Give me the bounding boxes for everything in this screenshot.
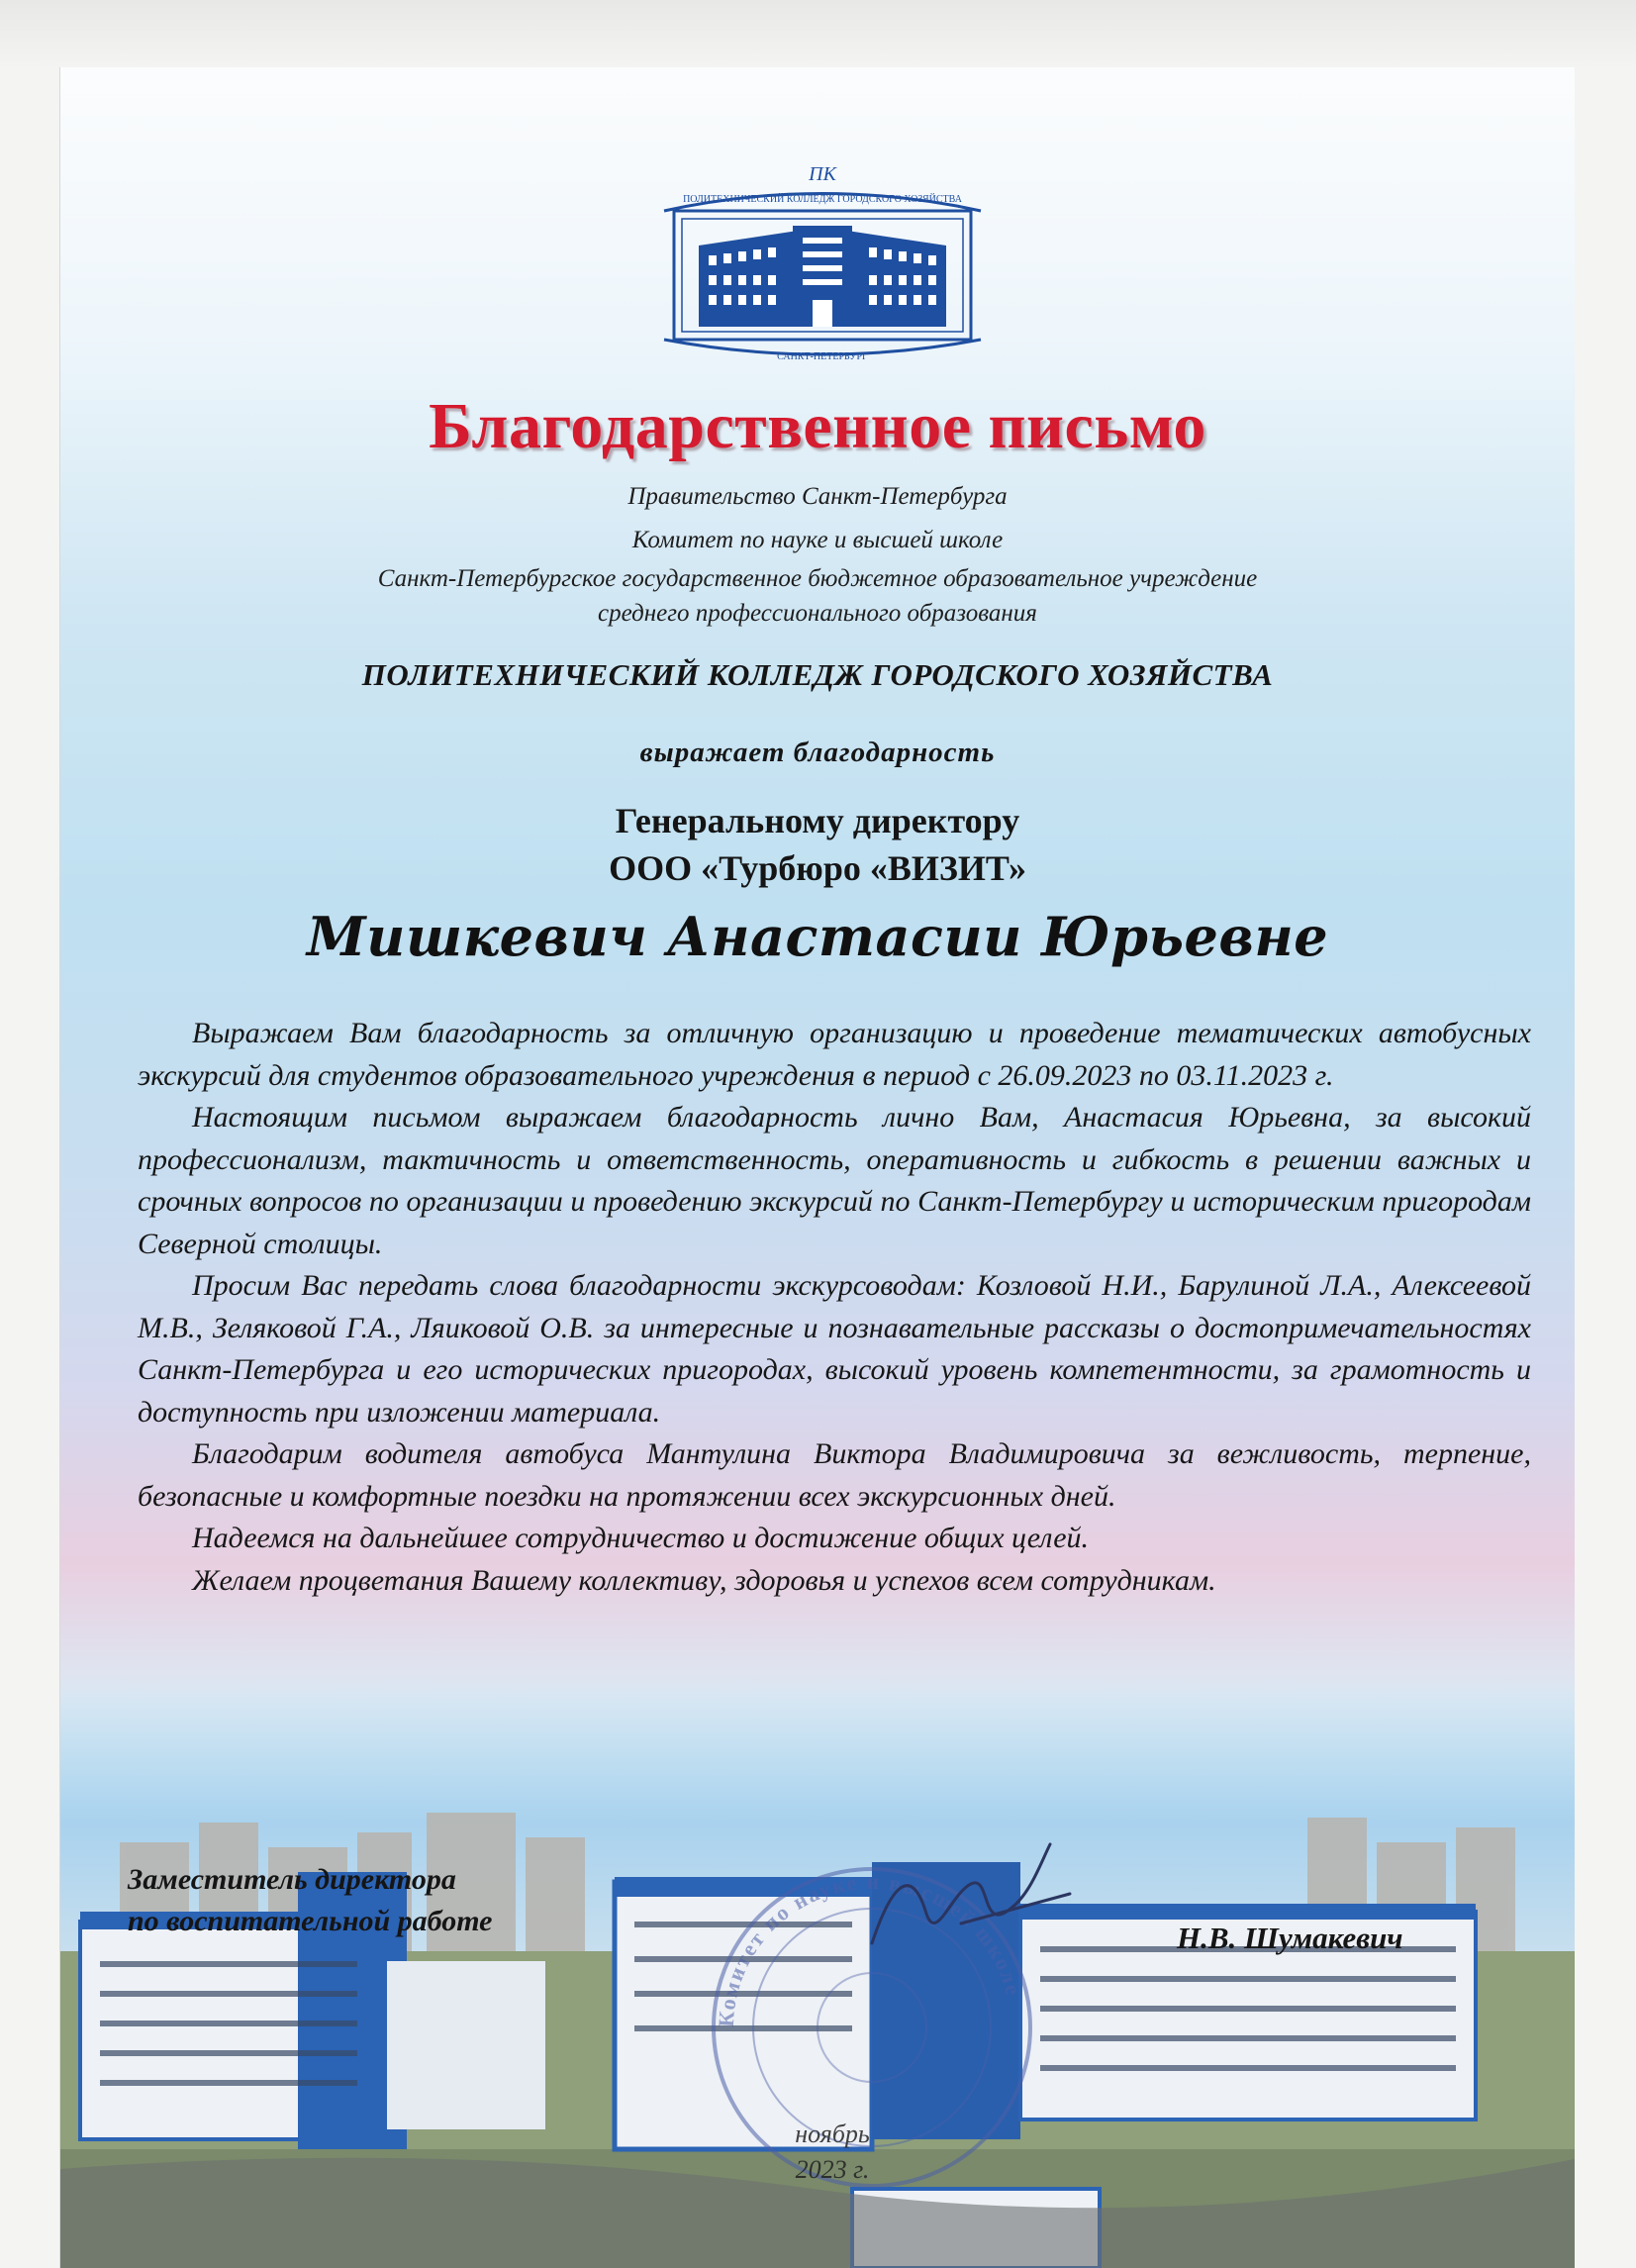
college-logo (654, 156, 991, 384)
letter-date (733, 2117, 931, 2188)
header-institution: Санкт-Петербургское государственное бюджетное образовательное учреждение (377, 565, 1258, 592)
logo-bottom-text: САНКТ-ПЕТЕРБУРГ (777, 351, 868, 362)
handwritten-signature (842, 1824, 1090, 1983)
header-government: Правительство Санкт-Петербурга (627, 483, 1008, 510)
organization-name: ПОЛИТЕХНИЧЕСКИЙ КОЛЛЕДЖ ГОРОДСКОГО ХОЗЯЙСТВА (361, 657, 1274, 692)
recipient-position: Генеральному директору (615, 801, 1020, 840)
logo-top-text: ПОЛИТЕХНИЧЕСКИЙ КОЛЛЕДЖ ГОРОДСКОГО ХОЗЯЙСТВА (683, 194, 962, 205)
signatory-role-line: Заместитель директора (128, 1863, 456, 1896)
recipient-name: Мишкевич Анастасии Юрьевне (306, 905, 1329, 968)
body-paragraph: Благодарим водителя автобуса Мантулина Виктора Владимировича за вежливость, терпение, безопасные и комфортные поездки на протяжении всех экскурсионных дней. (138, 1437, 1531, 1513)
building-icon (699, 226, 946, 327)
date-year: 2023 г. (795, 2155, 870, 2184)
body-paragraph: Надеемся на дальнейшее сотрудничество и достижение общих целей. (192, 1522, 1090, 1554)
signatory-role (128, 1859, 682, 1942)
thank-you-letter (59, 67, 1575, 2268)
recipient-company: ООО «Турбюро «ВИЗИТ» (609, 848, 1026, 888)
body-paragraph: Выражаем Вам благодарность за отличную организацию и проведение тематических автобусных экскурсий для студентов образовательного учреждения в период с 26.09.2023 по 03.11.2023 г. (138, 1017, 1531, 1092)
signatory-name: Н.В. Шумакевич (1177, 1921, 1403, 1955)
date-month: ноябрь (795, 2120, 870, 2148)
letter-title: Благодарственное письмо (429, 390, 1206, 462)
header-committee: Комитет по науке и высшей школе (631, 527, 1004, 553)
expresses-gratitude: выражает благодарность (639, 737, 996, 768)
body-paragraph: Желаем процветания Вашему коллективу, здоровья и успехов всем сотрудникам. (192, 1563, 1216, 1597)
header-education-level: среднего профессионального образования (598, 600, 1037, 627)
letter-body (138, 1013, 1531, 1602)
scan-background (0, 0, 1636, 69)
body-paragraph: Настоящим письмом выражаем благодарность лично Вам, Анастасия Юрьевна, за высокий профессионализм, тактичность и ответственность, оперативность и гибкость в решении важных и срочных вопросов по организации и проведению экскурсий по Санкт-Петербургу и историческим пригородам Северной столицы. (138, 1101, 1531, 1260)
signatory-role-line: по воспитательной работе (128, 1905, 493, 1937)
logo-monogram: ПК (809, 163, 836, 185)
stamp-text: Комитет по науке и высшей школе (713, 1868, 1027, 2028)
body-paragraph: Просим Вас передать слова благодарности экскурсоводам: Козловой Н.И., Барулиной Л.А., Алексеевой М.В., Зеляковой Г.А., Ляиковой О.В. за интересные и познавательные рассказы о достопримечательностях Санкт-Петербурга и его исторических пригородах, высокий уровень компетентности, за грамотность и доступность при изложении материала. (138, 1269, 1531, 1429)
